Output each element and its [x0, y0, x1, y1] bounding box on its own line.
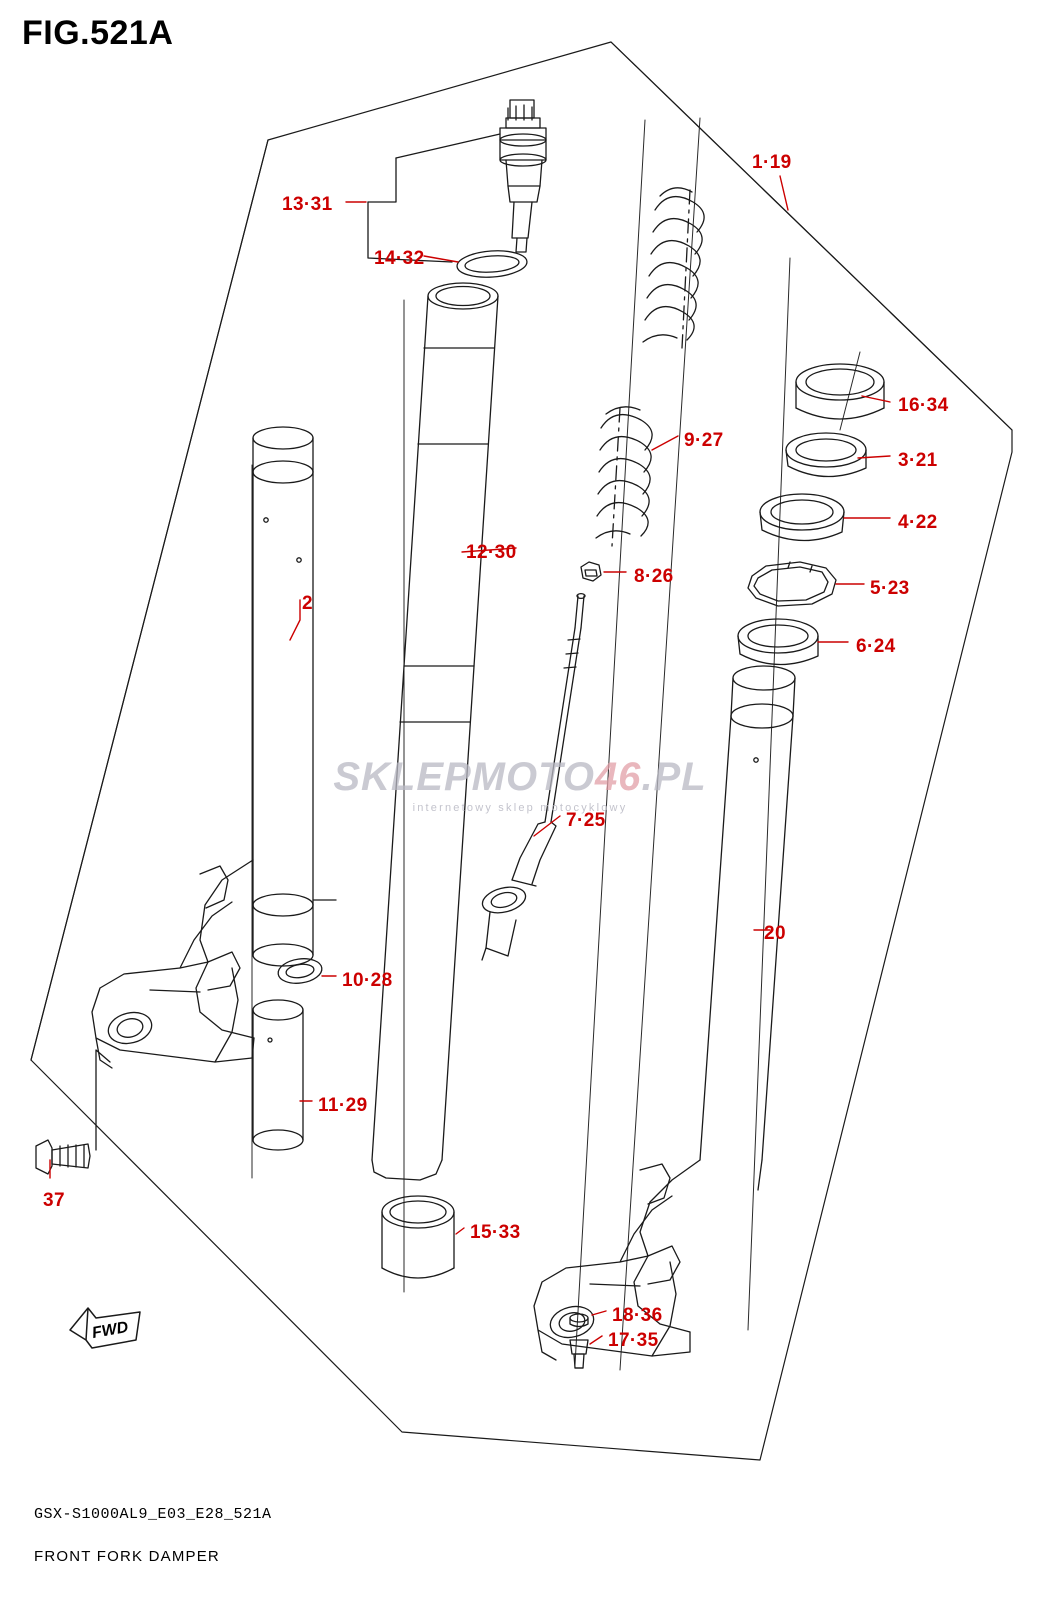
- figure-title: FIG.521A: [22, 14, 174, 52]
- part-7-25-damper-rod: [480, 594, 585, 960]
- fwd-direction-marker: [66, 1300, 156, 1362]
- part-20-fork-tube: [534, 666, 795, 1360]
- fwd-label: FWD: [90, 1318, 130, 1343]
- watermark-main-highlight: 46: [594, 755, 642, 799]
- part-11-29-cylinder: [253, 1000, 303, 1150]
- figure-footer-code: GSX-S1000AL9_E03_E28_521A: [34, 1506, 272, 1523]
- part-4-22-ring: [760, 494, 844, 541]
- callout-12-30: 12·30: [466, 542, 517, 563]
- callout-20: 20: [764, 923, 786, 944]
- part-outer-fork-tube: [92, 427, 336, 1068]
- callout-4-22: 4·22: [898, 512, 938, 533]
- callout-leaders: [50, 176, 890, 1344]
- part-16-34-ring: [796, 364, 884, 419]
- part-5-23-washer: [748, 562, 836, 606]
- callout-37: 37: [43, 1190, 65, 1211]
- watermark-main-right: .PL: [641, 755, 707, 799]
- part-8-26-nut: [581, 562, 601, 581]
- callout-1-19: 1·19: [752, 152, 792, 173]
- callout-3-21: 3·21: [898, 450, 938, 471]
- part-17-35-bolt: [570, 1340, 588, 1368]
- part-3-21-ring: [786, 433, 866, 477]
- callout-13-31: 13·31: [282, 194, 333, 215]
- part-9-27-spring: [596, 407, 652, 546]
- part-14-32-seal: [456, 249, 528, 280]
- callout-18-36: 18·36: [612, 1305, 663, 1326]
- callout-6-24: 6·24: [856, 636, 896, 657]
- part-6-24-ring: [738, 619, 818, 665]
- callout-15-33: 15·33: [470, 1222, 521, 1243]
- watermark-main-left: SKLEPMOTO: [333, 755, 595, 799]
- part-bolt-37: [36, 1050, 110, 1174]
- part-10-28-ring: [277, 956, 324, 986]
- callout-9-27: 9·27: [684, 430, 724, 451]
- callout-11-29: 11·29: [318, 1095, 368, 1116]
- callout-16-34: 16·34: [898, 395, 949, 416]
- part-1-19-spring: [643, 188, 704, 348]
- part-12-30-inner-tube: [372, 283, 498, 1180]
- callout-5-23: 5·23: [870, 578, 910, 599]
- part-18-36-washer: [570, 1314, 588, 1327]
- part-13-31-damper-assembly: [368, 100, 546, 262]
- callout-7-25: 7·25: [566, 810, 606, 831]
- watermark-subtitle: internetowy sklep motocyklowy: [412, 802, 628, 814]
- callout-8-26: 8·26: [634, 566, 674, 587]
- part-15-33-bushing: [382, 1196, 454, 1278]
- callout-2: 2: [302, 593, 313, 614]
- figure-caption: FRONT FORK DAMPER: [34, 1548, 220, 1565]
- callout-17-35: 17·35: [608, 1330, 659, 1351]
- callout-10-28: 10·28: [342, 970, 393, 991]
- callout-14-32: 14·32: [374, 248, 425, 269]
